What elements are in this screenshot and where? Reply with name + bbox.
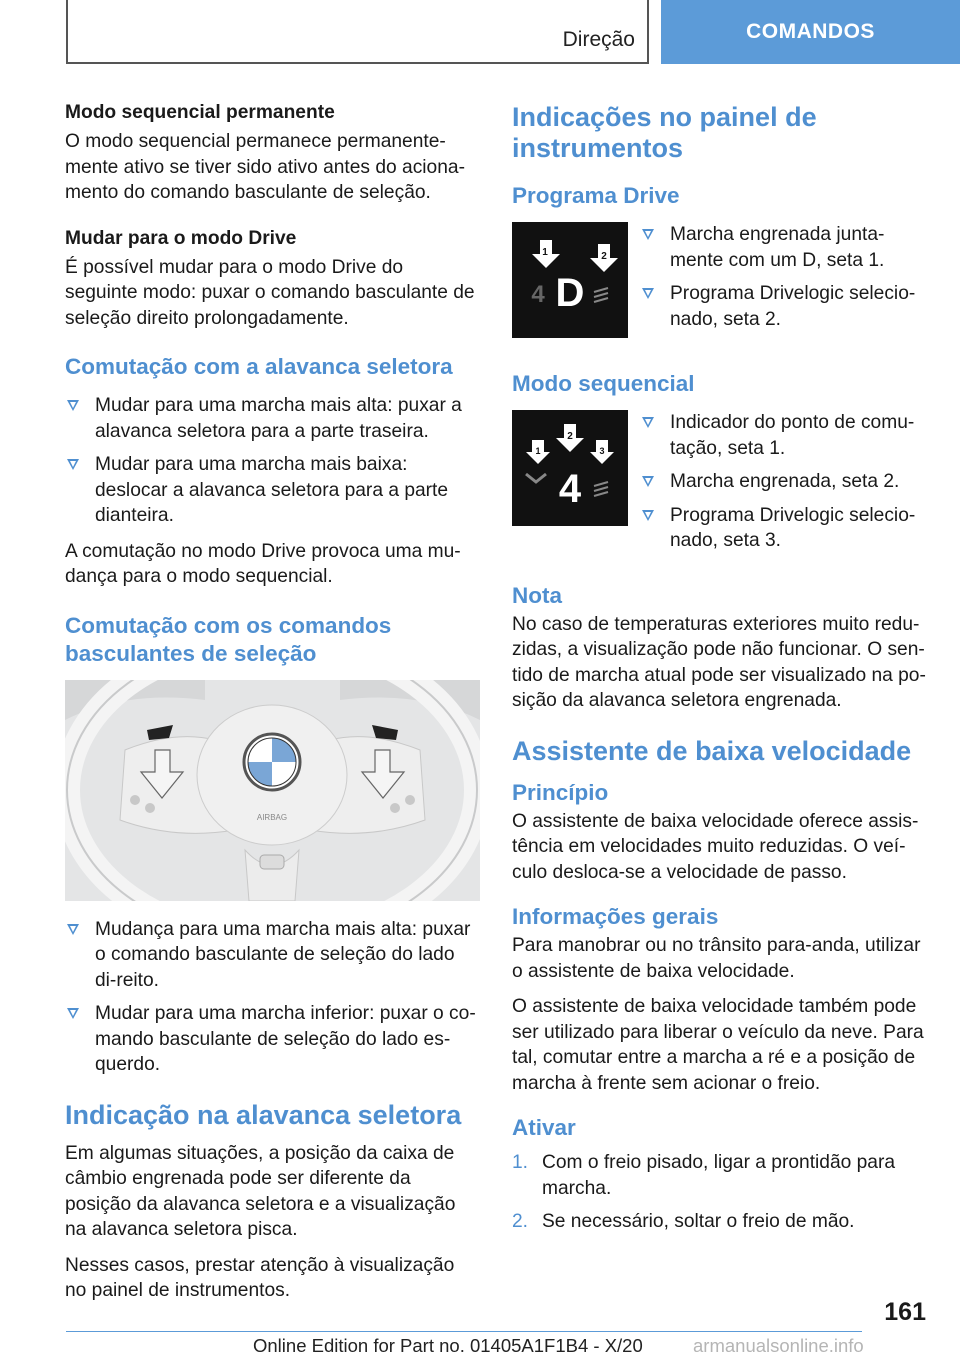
drive-program-display (512, 222, 628, 338)
indicator-text-1: Em algumas situações, a posição da caixa de câmbio engrenada pode ser diferente da posição da alavanca seletora e a visualização na alavanca seletora pisca. (65, 1142, 456, 1240)
list-item: Marcha engrenada, seta 2. (640, 469, 930, 495)
sequential-figure-row (512, 410, 930, 564)
triangle-bullet-icon (67, 1008, 79, 1019)
list-item: Mudança para uma marcha mais alta: puxar o comando basculante de seleção do lado di-reito. (65, 917, 480, 994)
svg-text:2: 2 (567, 431, 573, 442)
steering-wheel-illustration (65, 680, 480, 901)
triangle-bullet-icon (642, 288, 654, 299)
sequential-display (512, 410, 628, 526)
lever-heading: Comutação com a alavanca seletora (65, 354, 453, 379)
page-number: 161 (884, 1298, 926, 1326)
sequential-display-image (512, 410, 628, 526)
paddle-bullets (65, 917, 480, 1078)
drive-mode-text: É possível mudar para o modo Drive do seguinte modo: puxar o comando basculante de seleção direito prolongadamente. (65, 256, 475, 329)
gear-number-label: 4 (558, 467, 582, 511)
svg-text:2: 2 (601, 251, 607, 262)
drive-program-display-image (512, 222, 628, 338)
drive-program-heading: Programa Drive (512, 183, 680, 208)
left-column (65, 100, 480, 1314)
note-heading: Nota (512, 582, 562, 608)
gear-small-label: 4 (531, 281, 545, 308)
watermark: armanualsonline.info (693, 1335, 864, 1356)
svg-text:3: 3 (599, 446, 605, 456)
list-item: 2. Se necessário, soltar o freio de mão. (512, 1211, 855, 1232)
principle-text: O assistente de baixa velocidade oferece assis-tência em velocidades muito reduzidas. O veí-culo desloca-se a velocidade de passo. (512, 810, 919, 883)
triangle-bullet-icon (67, 400, 79, 411)
drive-mode-title: Mudar para o modo Drive (65, 227, 297, 249)
activate-steps (512, 1150, 930, 1235)
paddle-heading: Comutação com os comandos basculantes de seleção (65, 612, 392, 666)
footer-edition: Online Edition for Part no. 01405A1F1B4 - X/20 (253, 1335, 643, 1356)
indicator-heading: Indicação na alavanca seletora (65, 1099, 462, 1130)
triangle-bullet-icon (642, 476, 654, 487)
perm-mode-text: O modo sequencial permanece permanente-mente ativo se tiver sido ativo antes do aciona-mento do comando basculante de seleção. (65, 131, 465, 203)
panel-heading: Indicações no painel de instrumentos (512, 102, 817, 163)
list-item: 1. Com o freio pisado, ligar a prontidão para marcha. (512, 1152, 896, 1199)
steering-wheel-image (65, 680, 480, 901)
triangle-bullet-icon (642, 229, 654, 240)
airbag-label: AIRBAG (256, 812, 288, 822)
lever-text: A comutação no modo Drive provoca uma mu-dança para o modo sequencial. (65, 540, 461, 587)
activate-heading: Ativar (512, 1115, 576, 1140)
list-item: Mudar para uma marcha mais alta: puxar a alavanca seletora para a parte traseira. (65, 393, 480, 444)
svg-text:1: 1 (535, 446, 541, 456)
section-title: Direção (562, 28, 635, 51)
drive-program-figure-row (512, 222, 930, 342)
assist-heading: Assistente de baixa velocidade (512, 735, 912, 766)
list-item: Mudar para uma marcha mais baixa: deslocar a alavanca seletora para a parte dianteira. (65, 452, 480, 529)
general-text-1: Para manobrar ou no trânsito para-anda, utilizar o assistente de baixa velocidade. (512, 935, 921, 982)
list-item: Programa Drivelogic selecio-nado, seta 3. (640, 503, 930, 554)
right-column (512, 100, 930, 1243)
sequential-text (628, 410, 930, 564)
general-text-2: O assistente de baixa velocidade também pode ser utilizado para liberar o veículo da neve. Para tal, comutar entre a marcha a ré e a posição de marcha à frente sem acionar o freio. (512, 996, 924, 1094)
lever-bullets (65, 393, 480, 529)
list-item: Marcha engrenada junta-mente com um D, seta 1. (640, 222, 930, 273)
header-box (66, 0, 649, 64)
general-heading: Informações gerais (512, 904, 719, 929)
drive-program-text (628, 222, 930, 342)
note-text: No caso de temperaturas exteriores muito redu-zidas, a visualização pode não funcionar. O sen-tido de marcha atual pode ser visualizado na po-sição da alavanca seletora engrenada. (512, 613, 926, 711)
indicator-text-2: Nesses casos, prestar atenção à visualização no painel de instrumentos. (65, 1254, 455, 1301)
footer-divider (66, 1331, 862, 1332)
triangle-bullet-icon (642, 417, 654, 428)
list-item: Indicador do ponto de comu-tação, seta 1. (640, 410, 930, 461)
gear-d-label: D (555, 271, 585, 315)
perm-mode-title: Modo sequencial permanente (65, 102, 335, 123)
chapter-tab: COMANDOS (661, 0, 960, 64)
list-item: Programa Drivelogic selecio-nado, seta 2. (640, 281, 930, 332)
list-item: Mudar para uma marcha inferior: puxar o co-mando basculante de seleção do lado es-querdo. (65, 1001, 480, 1078)
svg-text:1: 1 (542, 247, 548, 258)
triangle-bullet-icon (642, 510, 654, 521)
principle-heading: Princípio (512, 779, 609, 805)
sequential-heading: Modo sequencial (512, 371, 695, 396)
triangle-bullet-icon (67, 924, 79, 935)
triangle-bullet-icon (67, 459, 79, 470)
